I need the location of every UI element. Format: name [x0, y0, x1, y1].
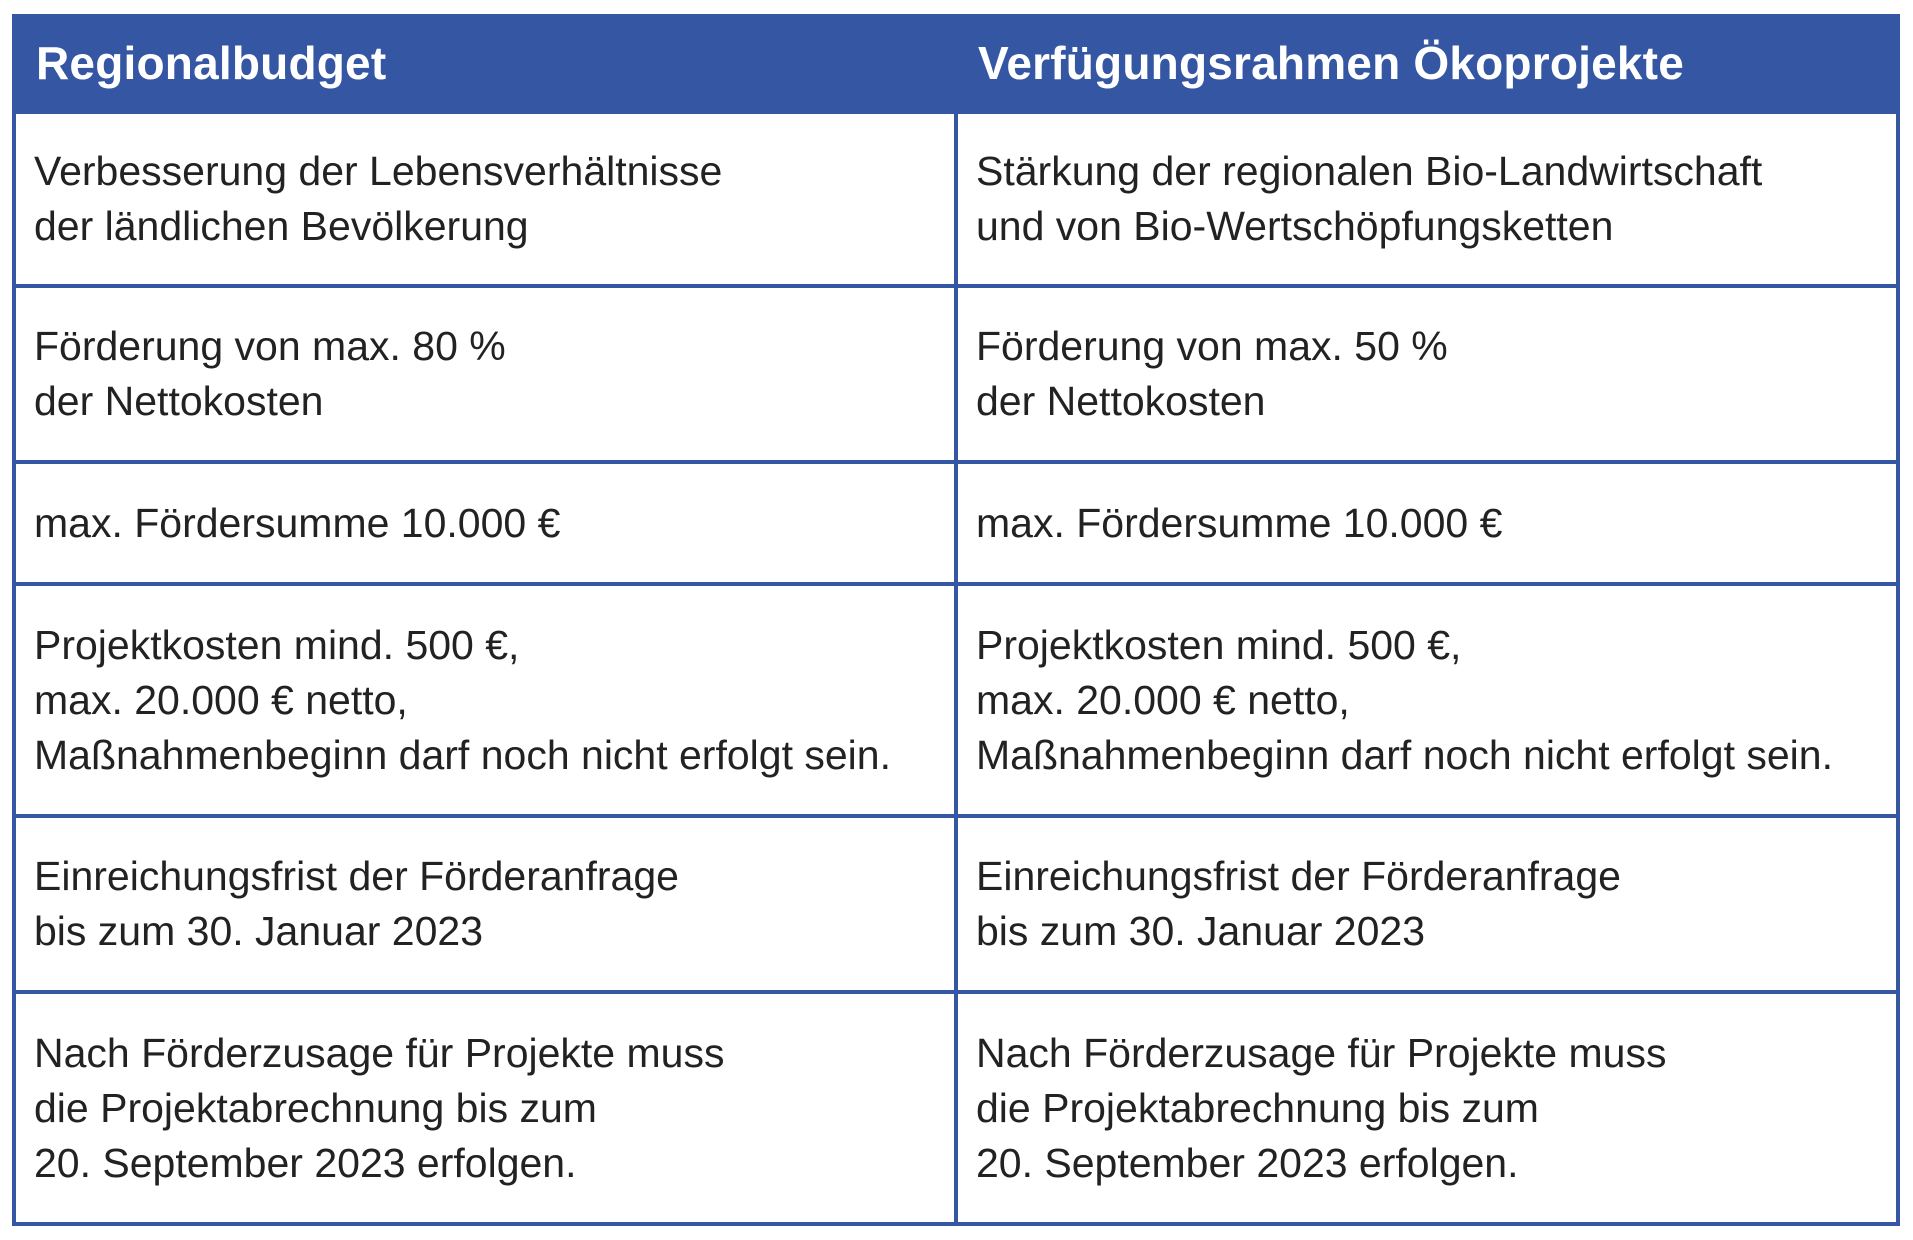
table-cell-settlement-regional: Nach Förderzusage für Projekte muss die Projektabrechnung bis zum 20. September 2023 erfolgen. — [14, 992, 956, 1224]
comparison-table — [12, 14, 1900, 1226]
table-row — [14, 584, 1898, 816]
table-cell-settlement-oeko: Nach Förderzusage für Projekte muss die Projektabrechnung bis zum 20. September 2023 erfolgen. — [956, 992, 1898, 1224]
table-row — [14, 816, 1898, 992]
table-cell-goal-oeko: Stärkung der regionalen Bio-Landwirtschaft und von Bio-Wertschöpfungsketten — [956, 111, 1898, 286]
table-cell-deadline-regional: Einreichungsfrist der Förderanfrage bis zum 30. Januar 2023 — [14, 816, 956, 992]
table-cell-max-sum-oeko: max. Fördersumme 10.000 € — [956, 462, 1898, 584]
table-cell-funding-rate-regional: Förderung von max. 80 % der Nettokosten — [14, 286, 956, 462]
table-row — [14, 111, 1898, 286]
column-header-verfuegungsrahmen: Verfügungsrahmen Ökoprojekte — [956, 16, 1898, 111]
table-cell-deadline-oeko: Einreichungsfrist der Förderanfrage bis zum 30. Januar 2023 — [956, 816, 1898, 992]
table-cell-funding-rate-oeko: Förderung von max. 50 % der Nettokosten — [956, 286, 1898, 462]
column-header-regionalbudget: Regionalbudget — [14, 16, 956, 111]
table-row — [14, 462, 1898, 584]
table-row — [14, 992, 1898, 1224]
table-cell-max-sum-regional: max. Fördersumme 10.000 € — [14, 462, 956, 584]
table-cell-goal-regional: Verbesserung der Lebensverhältnisse der ländlichen Bevölkerung — [14, 111, 956, 286]
table-cell-project-costs-regional: Projektkosten mind. 500 €, max. 20.000 € netto, Maßnahmenbeginn darf noch nicht erfolgt sein. — [14, 584, 956, 816]
table-row — [14, 286, 1898, 462]
table-cell-project-costs-oeko: Projektkosten mind. 500 €, max. 20.000 € netto, Maßnahmenbeginn darf noch nicht erfolgt sein. — [956, 584, 1898, 816]
table-header-row — [14, 16, 1898, 111]
comparison-table-container — [12, 14, 1900, 1226]
